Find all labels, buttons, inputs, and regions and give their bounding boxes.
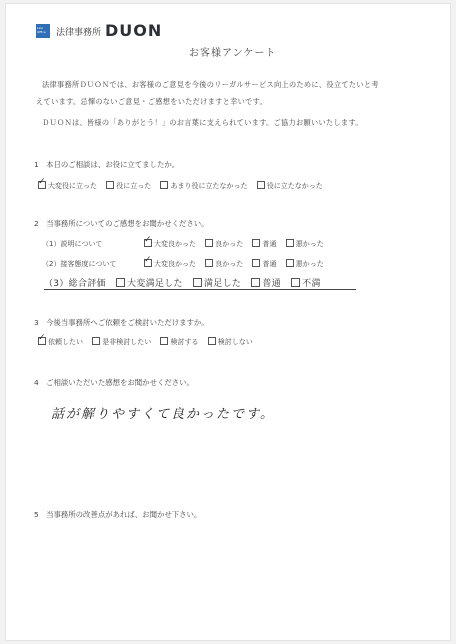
- q2-sub2-option-2[interactable]: 良かった: [205, 260, 243, 268]
- checkbox[interactable]: [252, 259, 260, 267]
- q2-sub1-option-2[interactable]: 良かった: [205, 240, 243, 248]
- question-5: 5 当事務所の改善点があれば、お聞かせ下さい。: [34, 510, 202, 519]
- question-4: 4 ご相談いただいた感想をお聞かせください。: [34, 378, 194, 387]
- checkbox-checked[interactable]: [38, 337, 46, 345]
- q2-sub1-options: [144, 239, 324, 249]
- q3-option-3[interactable]: 検討する: [160, 338, 198, 346]
- q2-sub2-option-4[interactable]: 悪かった: [286, 260, 324, 268]
- q1-option-2[interactable]: 役に立った: [106, 182, 151, 190]
- q2-sub3-row: [44, 276, 321, 289]
- checkbox[interactable]: [205, 239, 213, 247]
- checkbox-checked[interactable]: [144, 239, 152, 247]
- logo-icon: [36, 24, 50, 38]
- checkbox[interactable]: [257, 181, 265, 189]
- q2-sub3-label: （3）総合評価: [44, 279, 106, 289]
- q3-options: [38, 337, 253, 347]
- q2-sub2-option-1[interactable]: ✓ 大変良かった: [144, 260, 196, 268]
- checkbox[interactable]: [92, 337, 100, 345]
- checkbox[interactable]: [286, 239, 294, 247]
- checkbox-checked[interactable]: [38, 181, 46, 189]
- q2-sub1-option-3[interactable]: 普通: [252, 240, 276, 248]
- q2-sub2-option-3[interactable]: 普通: [252, 260, 276, 268]
- checkbox[interactable]: [205, 259, 213, 267]
- q2-sub3-option-3[interactable]: 普通: [251, 279, 281, 289]
- q1-option-1[interactable]: ✓大変役に立った: [38, 182, 97, 190]
- firm-label: 法律事務所: [56, 28, 102, 38]
- q1-option-3[interactable]: あまり役に立たなかった: [160, 182, 247, 190]
- checkbox[interactable]: [208, 337, 216, 345]
- q1-options: [38, 181, 323, 191]
- q2-sub3-option-1[interactable]: 大変満足した: [116, 279, 183, 289]
- q3-option-1[interactable]: ✓依頼したい: [38, 338, 83, 346]
- intro-line-1: 法律事務所ＤＵＯＮでは、お客様のご意見を今後のリーガルサービス向上のために、役立てたいと考: [42, 80, 379, 89]
- q2-sub3-option-4[interactable]: 不満: [291, 279, 321, 289]
- q2-sub1-label: （1）説明について: [42, 240, 103, 248]
- checkbox[interactable]: [251, 278, 260, 287]
- handwritten-answer: 話が解りやすくて良かったです。: [51, 407, 275, 422]
- question-2: 2 当事務所についてのご感想をお聞かせください。: [34, 219, 209, 228]
- q3-option-4[interactable]: 検討しない: [208, 338, 253, 346]
- q3-option-2[interactable]: 是非検討したい: [92, 338, 151, 346]
- checkbox[interactable]: [160, 337, 168, 345]
- checkbox[interactable]: [286, 259, 294, 267]
- q2-sub2-options: [144, 259, 324, 269]
- intro-line-2: えています。忌憚のないご意見・ご感想をいただけますと幸いです。: [36, 97, 267, 106]
- q2-sub2-label: （2）接客態度について: [42, 260, 117, 268]
- intro-line-3: ＤＵＯＮは、皆様の「ありがとう！」のお言葉に支えられています。ご協力お願いいたします。: [42, 118, 363, 127]
- brand-name: DUON: [105, 21, 163, 40]
- checkbox[interactable]: [252, 239, 260, 247]
- checkbox[interactable]: [116, 278, 125, 287]
- question-3: 3 今後当事務所へご依頼をご検討いただけますか。: [34, 318, 209, 327]
- logo-text: Law Office: [37, 26, 46, 34]
- question-1: 1 本日のご相談は、お役に立てましたか。: [34, 160, 180, 169]
- q2-sub1-option-1[interactable]: ✓ 大変良かった: [144, 240, 196, 248]
- rating-underline: [44, 289, 356, 290]
- q1-option-4[interactable]: 役に立たなかった: [257, 182, 323, 190]
- checkbox[interactable]: [193, 278, 202, 287]
- checkbox-checked[interactable]: [144, 259, 152, 267]
- checkbox[interactable]: [106, 181, 114, 189]
- checkbox[interactable]: [291, 278, 300, 287]
- survey-sheet: [6, 4, 450, 640]
- q2-sub1-option-4[interactable]: 悪かった: [286, 240, 324, 248]
- q2-sub3-option-2[interactable]: 満足した: [193, 279, 241, 289]
- checkbox[interactable]: [160, 181, 168, 189]
- page-title: お客様アンケート: [189, 48, 277, 59]
